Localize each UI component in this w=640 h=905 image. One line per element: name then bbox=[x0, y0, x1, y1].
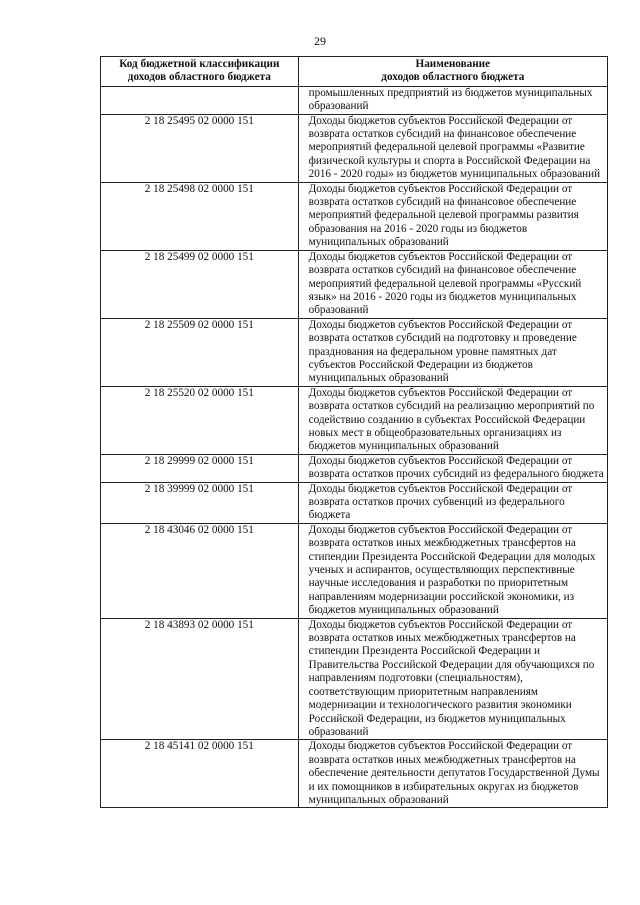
row-code: 2 18 43046 02 0000 151 bbox=[101, 523, 299, 618]
header-code-line-1: Код бюджетной классификации bbox=[119, 58, 280, 70]
row-name: Доходы бюджетов субъектов Российской Федерации от возврата остатков иных межбюджетных трансфертов на стипендии Президента Российской Федерации и Правительства Российской Федерации для обучающихся по направлениям подготовки (специальностям), соответствующим приоритетным направлениям модернизации и технологического развития экономики Российской Федерации, из бюджетов муниципальных образований bbox=[298, 618, 607, 740]
table-row bbox=[101, 454, 608, 482]
header-name bbox=[298, 57, 607, 87]
row-code: 2 18 25509 02 0000 151 bbox=[101, 318, 299, 386]
row-code: 2 18 25498 02 0000 151 bbox=[101, 182, 299, 250]
row-name: Доходы бюджетов субъектов Российской Федерации от возврата остатков иных межбюджетных трансфертов на обеспечение деятельности депутатов Государственной Думы и их помощников в избирательных округах из бюджетов муниципальных образований bbox=[298, 740, 607, 808]
row-code bbox=[101, 86, 299, 114]
row-name: Доходы бюджетов субъектов Российской Федерации от возврата остатков субсидий на финансовое обеспечение мероприятий федеральной целевой программы развития образования на 2016 - 2020 годы из бюджетов муниципальных образований bbox=[298, 182, 607, 250]
row-code: 2 18 25495 02 0000 151 bbox=[101, 114, 299, 182]
table-row bbox=[101, 250, 608, 318]
table-row bbox=[101, 618, 608, 740]
row-name: Доходы бюджетов субъектов Российской Федерации от возврата остатков субсидий на подготовку и проведение празднования на федеральном уровне памятных дат субъектов Российской Федерации из бюджетов муниципальных образований bbox=[298, 318, 607, 386]
row-name: промышленных предприятий из бюджетов муниципальных образований bbox=[298, 86, 607, 114]
table-row bbox=[101, 740, 608, 808]
row-code: 2 18 39999 02 0000 151 bbox=[101, 482, 299, 523]
header-code bbox=[101, 57, 299, 87]
table-row bbox=[101, 482, 608, 523]
budget-classification-table bbox=[100, 56, 608, 808]
row-code: 2 18 45141 02 0000 151 bbox=[101, 740, 299, 808]
table-row bbox=[101, 386, 608, 454]
row-code: 2 18 29999 02 0000 151 bbox=[101, 454, 299, 482]
table-header-row bbox=[101, 57, 608, 87]
table-row bbox=[101, 523, 608, 618]
table-row bbox=[101, 182, 608, 250]
row-name: Доходы бюджетов субъектов Российской Федерации от возврата остатков субсидий на финансовое обеспечение мероприятий федеральной целевой программы «Русский язык» на 2016 - 2020 годы из бюджетов муниципальных образований bbox=[298, 250, 607, 318]
row-name: Доходы бюджетов субъектов Российской Федерации от возврата остатков прочих субвенций из федерального бюджета bbox=[298, 482, 607, 523]
page-number: 29 bbox=[314, 34, 326, 48]
row-code: 2 18 25520 02 0000 151 bbox=[101, 386, 299, 454]
row-code: 2 18 43893 02 0000 151 bbox=[101, 618, 299, 740]
row-name: Доходы бюджетов субъектов Российской Федерации от возврата остатков субсидий на финансовое обеспечение мероприятий федеральной целевой программы «Развитие физической культуры и спорта в Российской Федерации на 2016 - 2020 годы» из бюджетов муниципальных образований bbox=[298, 114, 607, 182]
table-row bbox=[101, 86, 608, 114]
row-code: 2 18 25499 02 0000 151 bbox=[101, 250, 299, 318]
table-row bbox=[101, 318, 608, 386]
header-name-line-2: доходов областного бюджета bbox=[381, 71, 525, 84]
row-name: Доходы бюджетов субъектов Российской Федерации от возврата остатков субсидий на реализацию мероприятий по содействию созданию в субъектах Российской Федерации новых мест в общеобразовательных организациях из бюджетов муниципальных образований bbox=[298, 386, 607, 454]
table-row bbox=[101, 114, 608, 182]
row-name: Доходы бюджетов субъектов Российской Федерации от возврата остатков прочих субсидий из федерального бюджета bbox=[298, 454, 607, 482]
header-code-line-2: доходов областного бюджета bbox=[127, 71, 271, 84]
row-name: Доходы бюджетов субъектов Российской Федерации от возврата остатков иных межбюджетных трансфертов на стипендии Президента Российской Федерации для молодых ученых и аспирантов, осуществляющих перспективные научные исследования и разработки по приоритетным направлениям модернизации российской экономики, из бюджетов муниципальных образований bbox=[298, 523, 607, 618]
header-name-line-1: Наименование bbox=[415, 58, 491, 70]
